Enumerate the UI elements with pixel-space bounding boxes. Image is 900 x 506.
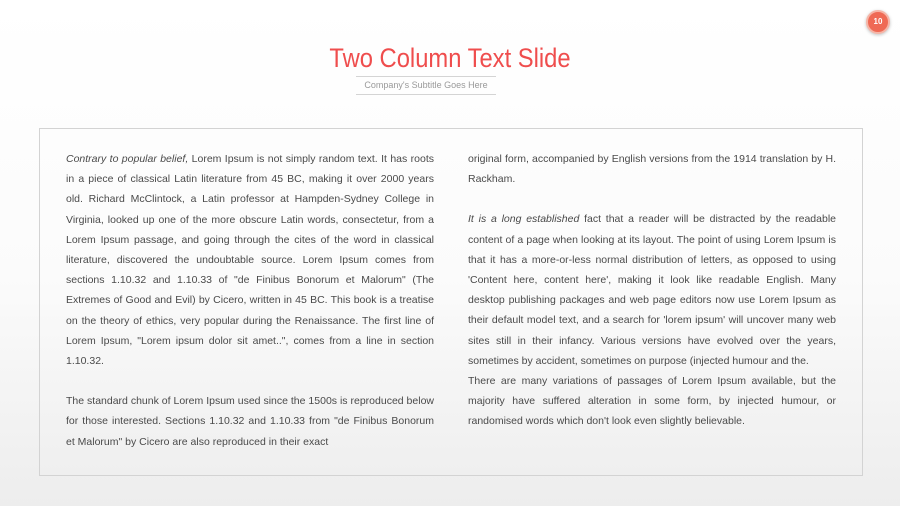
left-paragraph-1-text: Lorem Ipsum is not simply random text. It has roots in a piece of classical Latin literature from 45 BC, making it over 2000 years old. Richard McClintock, a Latin professor at Hampden-Sydney College in Virginia, looked up one of the more obscure Latin words, consectetur, from a Lorem Ipsum passage, and going through the cites of the word in classical literature, discovered the undoubtable source. Lorem Ipsum comes from sections 1.10.32 and 1.10.33 of "de Finibus Bonorum et Malorum" (The Extremes of Good and Evil) by Cicero, written in 45 BC. This book is a treatise on the theory of ethics, very popular during the Renaissance. The first line of Lorem Ipsum, "Lorem ipsum dolor sit amet..", comes from a line in section 1.10.32. <box>66 153 434 368</box>
left-paragraph-1 <box>66 149 434 371</box>
right-column <box>468 149 836 432</box>
slide-subtitle: Company's Subtitle Goes Here <box>356 76 496 95</box>
right-paragraph-2-text: fact that a reader will be distracted by the readable content of a page when looking at its layout. The point of using Lorem Ipsum is that it has a more-or-less normal distribution of letters, as opposed to using 'Content here, content here', making it look like readable English. Many desktop publishing packages and web page editors now use Lorem Ipsum as their default model text, and a search for 'lorem ipsum' will uncover many web sites still in their infancy. Various versions have evolved over the years, sometimes by accident, sometimes on purpose (injected humour and the. <box>468 213 837 367</box>
left-paragraph-1-lead: Contrary to popular belief, <box>66 153 189 165</box>
slide-title: Two Column Text Slide <box>329 43 571 73</box>
right-paragraph-2-lead: It is a long established <box>468 213 580 226</box>
two-column-text-box <box>39 128 863 476</box>
right-paragraph-1: original form, accompanied by English versions from the 1914 translation by H. Rackham. <box>468 153 836 186</box>
left-column <box>66 149 434 452</box>
right-paragraph-2 <box>468 209 836 371</box>
page-number-badge: 10 <box>866 10 890 34</box>
right-paragraph-3: There are many variations of passages of Lorem Ipsum available, but the majority have suffered alteration in some form, by injected humour, or randomised words which don't look even slightly believable. <box>468 375 836 428</box>
left-paragraph-2: The standard chunk of Lorem Ipsum used since the 1500s is reproduced below for those interested. Sections 1.10.32 and 1.10.33 from "de Finibus Bonorum et Malorum" by Cicero are also reproduced in their exact <box>66 395 434 448</box>
